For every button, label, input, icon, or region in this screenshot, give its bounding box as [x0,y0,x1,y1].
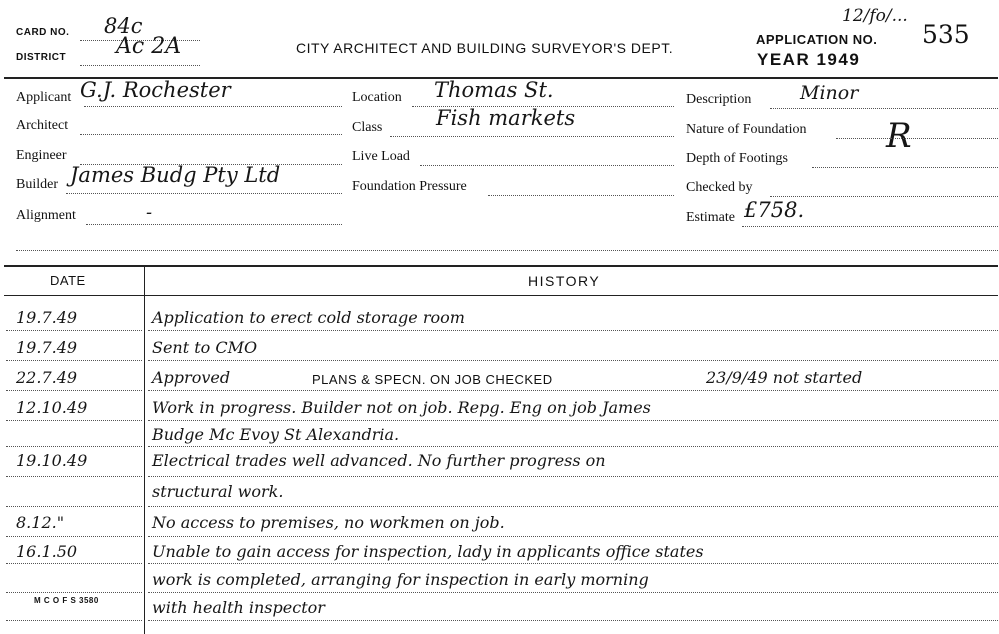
history-date-line [6,506,142,507]
history-text-line [148,420,998,421]
history-entry: with health inspector [152,598,325,617]
history-entry: Approved [152,368,231,387]
depth-of-footings-line [812,167,998,168]
application-label: APPLICATION NO. [756,32,878,47]
history-text-line [148,390,998,391]
history-entry: structural work. [152,482,284,501]
history-date: 19.7.49 [16,338,78,357]
history-entry: Work in progress. Builder not on job. Repg. Eng on job James [152,398,651,417]
history-date-line [6,420,142,421]
history-text-line [148,330,998,331]
history-date: 12.10.49 [16,398,88,417]
history-date-line [6,536,142,537]
blank-line [16,250,999,251]
dept-title: CITY ARCHITECT AND BUILDING SURVEYOR'S DEPT. [296,40,674,56]
live-load-label: Live Load [352,149,410,164]
application-number: 535 [922,20,970,49]
builder-line [66,193,342,194]
plans-checked-stamp: PLANS & SPECN. ON JOB CHECKED [312,372,553,387]
applicant-value: G.J. Rochester [80,78,231,102]
nature-of-foundation-label: Nature of Foundation [686,122,807,137]
class-line [390,136,674,137]
history-entry: Electrical trades well advanced. No further progress on [152,451,606,470]
foundation-pressure-line [488,195,674,196]
description-label: Description [686,92,752,107]
history-text-line [148,620,998,621]
form-code: M C O F S 3580 [34,596,99,605]
engineer-label: Engineer [16,148,67,163]
architect-line [80,134,342,135]
history-entry: Budge Mc Evoy St Alexandria. [152,425,400,444]
history-header: HISTORY [528,273,601,289]
history-date: 19.10.49 [16,451,88,470]
district-value: Ac 2A [116,34,182,59]
foundation-pressure-label: Foundation Pressure [352,179,467,194]
depth-of-footings-label: Depth of Footings [686,151,788,166]
class-label: Class [352,120,383,135]
date-column-divider [144,266,145,634]
card-no-label: CARD NO. [16,27,70,38]
history-entry: work is completed, arranging for inspection in early morning [152,570,649,589]
alignment-label: Alignment [16,208,76,223]
location-label: Location [352,90,402,105]
estimate-label: Estimate [686,210,735,225]
checked-by-label: Checked by [686,180,753,195]
estimate-value: £758. [744,198,805,222]
history-text-line [148,446,998,447]
builder-label: Builder [16,177,58,192]
applicant-label: Applicant [16,90,72,105]
district-label: DISTRICT [16,52,67,63]
class-value: Fish markets [436,106,576,130]
history-text-line [148,506,998,507]
history-date-line [6,446,142,447]
date-header: DATE [50,273,86,288]
description-value: Minor [800,82,859,104]
district-line [80,65,200,66]
history-date-line [6,330,142,331]
live-load-line [420,165,674,166]
description-line [770,108,998,109]
location-value: Thomas St. [434,78,554,102]
history-text-line [148,476,998,477]
application-note: 12/fo/... [842,6,908,26]
history-date-line [6,476,142,477]
history-date: 16.1.50 [16,542,78,561]
history-date: 19.7.49 [16,308,78,327]
checked-by-line [770,196,998,197]
alignment-value: - [146,202,153,223]
estimate-line [742,226,998,227]
history-date-line [6,563,142,564]
year-label: YEAR 1949 [757,50,861,69]
history-header-rule [4,295,998,296]
history-date-line [6,390,142,391]
history-entry: Application to erect cold storage room [152,308,465,327]
applicant-line [84,106,342,107]
history-date-line [6,360,142,361]
history-top-rule [4,265,998,267]
history-entry: No access to premises, no workmen on job. [152,513,505,532]
alignment-line [86,224,342,225]
card-no-value: 84c [104,14,143,38]
history-date-line [6,592,142,593]
history-entry: Sent to CMO [152,338,258,357]
history-text-line [148,536,998,537]
history-text-line [148,592,998,593]
history-text-line [148,563,998,564]
architect-label: Architect [16,118,69,133]
history-entry-note: 23/9/49 not started [706,368,863,387]
history-date: 8.12." [16,513,65,532]
history-entry: Unable to gain access for inspection, lady in applicants office states [152,542,704,561]
history-text-line [148,360,998,361]
nature-of-foundation-value: R [886,116,912,156]
history-date-line [6,620,142,621]
nature-of-foundation-line [836,138,998,139]
builder-value: James Budg Pty Ltd [70,163,281,187]
history-date: 22.7.49 [16,368,78,387]
